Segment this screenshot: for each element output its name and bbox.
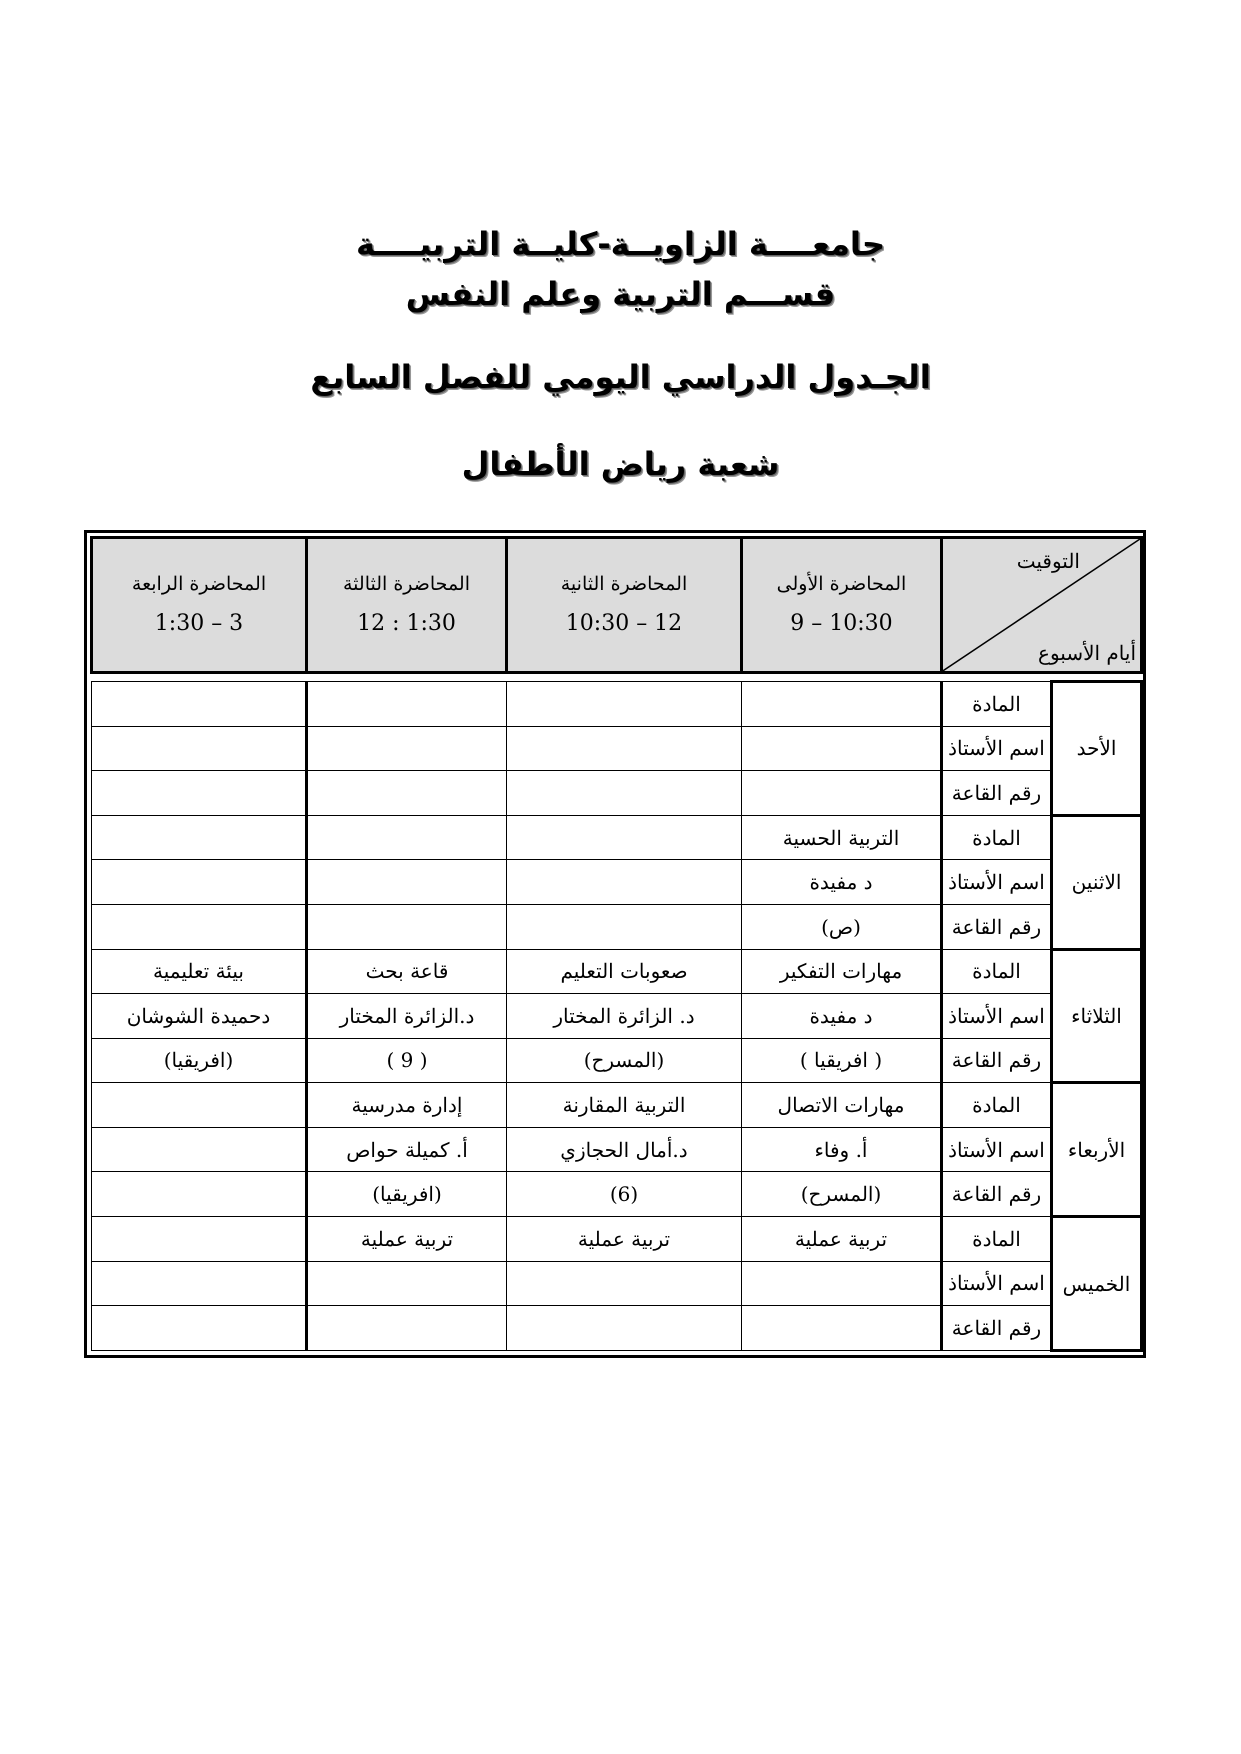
schedule-cell: بيئة تعليمية [92, 949, 307, 994]
schedule-cell: د مفيدة [742, 994, 942, 1039]
schedule-cell [92, 771, 307, 816]
schedule-cell [742, 681, 942, 726]
lecture-time: 1:30 – 3 [154, 611, 244, 637]
schedule-cell [307, 904, 507, 949]
schedule-cell [507, 771, 742, 816]
schedule-cell: (المسرح) [742, 1172, 942, 1217]
row-label: اسم الأستاذ [942, 1127, 1052, 1172]
schedule-cell: ( 9 ) [307, 1038, 507, 1083]
row-label: المادة [942, 681, 1052, 726]
table-row [92, 1261, 1142, 1306]
schedule-cell: التربية الحسية [742, 815, 942, 860]
university-title: جامعــــة الزاويــة-كليــة التربيــــة [356, 225, 885, 263]
schedule-cell: تربية عملية [507, 1217, 742, 1262]
schedule-cell: د. الزائرة المختار [507, 994, 742, 1039]
row-label: رقم القاعة [942, 1172, 1052, 1217]
schedule-cell [507, 681, 742, 726]
day-name: الاثنين [1052, 815, 1142, 949]
schedule-cell [742, 1261, 942, 1306]
header-row [92, 538, 1142, 673]
schedule-cell [507, 860, 742, 905]
schedule-cell [742, 771, 942, 816]
schedule-cell [92, 1083, 307, 1128]
table-row [92, 1306, 1142, 1351]
corner-time-label: التوقيت [1016, 549, 1080, 573]
table-row [92, 949, 1142, 994]
schedule-table [90, 536, 1143, 1352]
schedule-cell [307, 681, 507, 726]
lecture-header-3 [307, 538, 507, 673]
day-name: الأربعاء [1052, 1083, 1142, 1217]
row-label: المادة [942, 949, 1052, 994]
department-title: قســـم التربية وعلم النفس [405, 275, 836, 313]
lecture-time: 12 : 1:30 [357, 611, 456, 637]
schedule-cell [92, 726, 307, 771]
schedule-cell [92, 815, 307, 860]
schedule-title: الجـدول الدراسي اليومي للفصل السابع [310, 358, 931, 396]
table-row [92, 1038, 1142, 1083]
row-label: رقم القاعة [942, 1038, 1052, 1083]
lecture-time: 10:30 – 12 [565, 611, 683, 637]
lecture-time: 9 – 10:30 [790, 611, 893, 637]
day-name: الثلاثاء [1052, 949, 1142, 1083]
table-row [92, 1083, 1142, 1128]
row-label: المادة [942, 1217, 1052, 1262]
schedule-cell [92, 904, 307, 949]
schedule-cell [92, 1217, 307, 1262]
schedule-cell [92, 1306, 307, 1351]
lecture-title: المحاضرة الأولى [776, 573, 907, 596]
schedule-cell [507, 904, 742, 949]
schedule-cell: (افريقيا) [92, 1038, 307, 1083]
table-row [92, 1127, 1142, 1172]
row-label: رقم القاعة [942, 1306, 1052, 1351]
schedule-cell: د مفيدة [742, 860, 942, 905]
schedule-cell: قاعة بحث [307, 949, 507, 994]
schedule-cell [307, 860, 507, 905]
schedule-cell [307, 726, 507, 771]
schedule-cell: تربية عملية [742, 1217, 942, 1262]
table-row [92, 1172, 1142, 1217]
schedule-cell: دحميدة الشوشان [92, 994, 307, 1039]
schedule-cell [507, 1261, 742, 1306]
schedule-cell: إدارة مدرسية [307, 1083, 507, 1128]
row-label: اسم الأستاذ [942, 994, 1052, 1039]
schedule-body [92, 681, 1142, 1350]
schedule-cell [307, 1261, 507, 1306]
schedule-cell: أ. كميلة حواص [307, 1127, 507, 1172]
row-label: اسم الأستاذ [942, 1261, 1052, 1306]
schedule-cell: د.الزائرة المختار [307, 994, 507, 1039]
row-label: رقم القاعة [942, 904, 1052, 949]
schedule-cell [92, 860, 307, 905]
row-label: اسم الأستاذ [942, 726, 1052, 771]
schedule-cell: (6) [507, 1172, 742, 1217]
lecture-header-1 [742, 538, 942, 673]
lecture-header-2 [507, 538, 742, 673]
schedule-cell [92, 681, 307, 726]
table-row [92, 681, 1142, 726]
day-name: الأحد [1052, 681, 1142, 815]
schedule-cell: (المسرح) [507, 1038, 742, 1083]
schedule-cell: د.أمال الحجازي [507, 1127, 742, 1172]
table-row [92, 860, 1142, 905]
schedule-cell: تربية عملية [307, 1217, 507, 1262]
row-label: المادة [942, 815, 1052, 860]
schedule-cell [92, 1261, 307, 1306]
table-row [92, 771, 1142, 816]
schedule-cell: التربية المقارنة [507, 1083, 742, 1128]
schedule-cell [742, 726, 942, 771]
row-label: اسم الأستاذ [942, 860, 1052, 905]
row-label: المادة [942, 1083, 1052, 1128]
schedule-cell [307, 771, 507, 816]
schedule-cell: أ. وفاء [742, 1127, 942, 1172]
schedule-cell [307, 1306, 507, 1351]
table-row [92, 1217, 1142, 1262]
schedule-cell [507, 1306, 742, 1351]
table-row [92, 994, 1142, 1039]
table-row [92, 726, 1142, 771]
lecture-header-4 [92, 538, 307, 673]
corner-cell [942, 538, 1142, 673]
lecture-title: المحاضرة الرابعة [131, 573, 267, 596]
schedule-cell [742, 1306, 942, 1351]
schedule-cell [92, 1172, 307, 1217]
schedule-cell: (ص) [742, 904, 942, 949]
lecture-title: المحاضرة الثالثة [342, 573, 471, 596]
section-title: شعبة رياض الأطفال [461, 445, 780, 483]
lecture-title: المحاضرة الثانية [560, 573, 688, 596]
schedule-cell [507, 726, 742, 771]
schedule-cell: (افريقيا) [307, 1172, 507, 1217]
corner-days-label: أيام الأسبوع [1038, 640, 1136, 665]
schedule-cell: صعوبات التعليم [507, 949, 742, 994]
day-name: الخميس [1052, 1217, 1142, 1351]
schedule-cell [92, 1127, 307, 1172]
schedule-cell [307, 815, 507, 860]
schedule-cell [507, 815, 742, 860]
row-label: رقم القاعة [942, 771, 1052, 816]
table-row [92, 815, 1142, 860]
table-row [92, 904, 1142, 949]
schedule-cell: ( افريقيا ) [742, 1038, 942, 1083]
schedule-cell: مهارات الاتصال [742, 1083, 942, 1128]
schedule-cell: مهارات التفكير [742, 949, 942, 994]
